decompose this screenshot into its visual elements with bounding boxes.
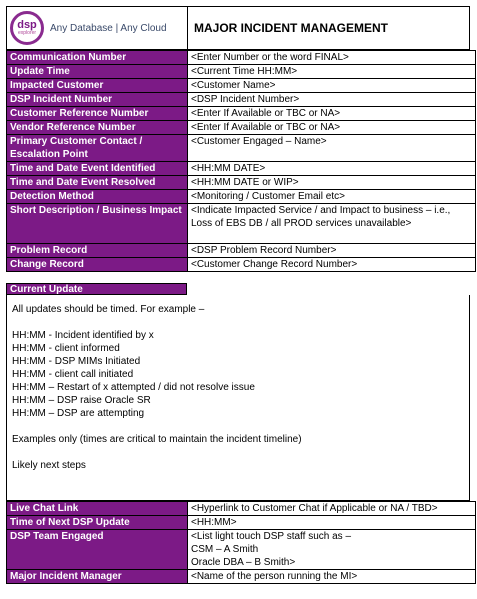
field-value[interactable]: <Customer Name> [188, 79, 476, 93]
field-value[interactable]: <HH:MM> [188, 516, 476, 530]
field-label: Primary Customer Contact / Escalation Point [7, 135, 188, 162]
field-value[interactable]: <Customer Engaged – Name> [188, 135, 476, 162]
field-value[interactable]: <Customer Change Record Number> [188, 258, 476, 272]
field-row [7, 244, 476, 258]
field-label: Customer Reference Number [7, 107, 188, 121]
logo-subtext: explorer [17, 30, 37, 36]
update-intro: All updates should be timed. For example – [12, 304, 205, 315]
update-line: HH:MM – Restart of x attempted / did not resolve issue [12, 382, 255, 393]
field-label: Time and Date Event Identified [7, 162, 188, 176]
field-label: Short Description / Business Impact [7, 204, 188, 244]
field-row [7, 162, 476, 176]
field-label: DSP Incident Number [7, 93, 188, 107]
update-line: HH:MM - client call initiated [12, 369, 134, 380]
field-row [7, 65, 476, 79]
team-line: Oracle DBA – B Smith> [191, 557, 296, 568]
field-value[interactable]: <Monitoring / Customer Email etc> [188, 190, 476, 204]
field-label: Vendor Reference Number [7, 121, 188, 135]
field-row [7, 135, 476, 162]
field-label: Major Incident Manager [7, 570, 188, 584]
current-update-body[interactable] [6, 295, 470, 501]
field-value[interactable]: <Current Time HH:MM> [188, 65, 476, 79]
field-value[interactable]: <HH:MM DATE or WIP> [188, 176, 476, 190]
field-label: Update Time [7, 65, 188, 79]
field-label: Live Chat Link [7, 502, 188, 516]
examples-note: Examples only (times are critical to maintain the incident timeline) [12, 434, 302, 445]
update-line: HH:MM – DSP raise Oracle SR [12, 395, 151, 406]
field-value[interactable]: <Enter Number or the word FINAL> [188, 51, 476, 65]
update-line: HH:MM - Incident identified by x [12, 330, 154, 341]
field-row [7, 570, 476, 584]
field-row [7, 530, 476, 570]
field-row [7, 93, 476, 107]
fields-table [6, 50, 476, 272]
field-value[interactable]: <DSP Incident Number> [188, 93, 476, 107]
tagline: Any Database | Any Cloud [50, 22, 167, 34]
field-row [7, 190, 476, 204]
update-line: HH:MM - DSP MIMs Initiated [12, 356, 141, 367]
field-value[interactable]: <DSP Problem Record Number> [188, 244, 476, 258]
field-label: Detection Method [7, 190, 188, 204]
field-label: Change Record [7, 258, 188, 272]
field-row [7, 502, 476, 516]
next-steps: Likely next steps [12, 460, 86, 471]
current-update-label: Current Update [6, 283, 187, 295]
field-row [7, 176, 476, 190]
field-row [7, 204, 476, 244]
header-table [6, 6, 470, 50]
field-label: Problem Record [7, 244, 188, 258]
field-value[interactable]: <Indicate Impacted Service / and Impact to business – i.e., Loss of EBS DB / all PROD services unavailable> [188, 204, 476, 244]
field-label: Impacted Customer [7, 79, 188, 93]
team-line: <List light touch DSP staff such as – [191, 531, 351, 542]
field-label: Time of Next DSP Update [7, 516, 188, 530]
field-value[interactable]: <Name of the person running the MI> [188, 570, 476, 584]
field-value[interactable] [188, 530, 476, 570]
field-row [7, 516, 476, 530]
incident-document [6, 6, 470, 584]
field-row [7, 121, 476, 135]
field-label: DSP Team Engaged [7, 530, 188, 570]
field-row [7, 79, 476, 93]
team-line: CSM – A Smith [191, 544, 259, 555]
field-value[interactable]: <HH:MM DATE> [188, 162, 476, 176]
field-row [7, 107, 476, 121]
field-value[interactable]: <Hyperlink to Customer Chat if Applicable or NA / TBD> [188, 502, 476, 516]
bottom-fields-table [6, 501, 476, 584]
update-line: HH:MM – DSP are attempting [12, 408, 145, 419]
field-label: Time and Date Event Resolved [7, 176, 188, 190]
update-line: HH:MM - client informed [12, 343, 120, 354]
logo-cell [7, 7, 188, 50]
field-value[interactable]: <Enter If Available or TBC or NA> [188, 107, 476, 121]
logo-text: dsp [17, 19, 37, 31]
dsp-logo-icon [10, 11, 44, 45]
document-title: MAJOR INCIDENT MANAGEMENT [188, 7, 470, 50]
field-row [7, 258, 476, 272]
field-value[interactable]: <Enter If Available or TBC or NA> [188, 121, 476, 135]
field-row [7, 51, 476, 65]
field-label: Communication Number [7, 51, 188, 65]
